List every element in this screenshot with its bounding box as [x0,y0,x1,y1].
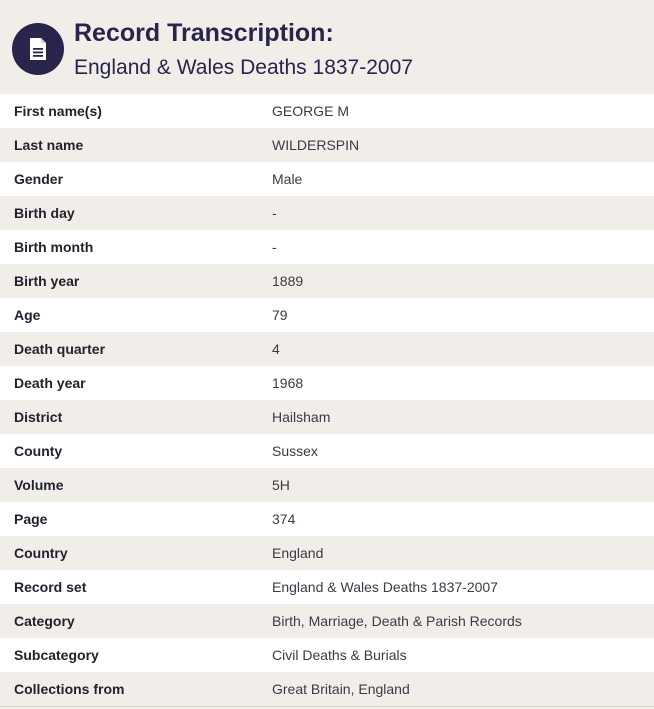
table-row [0,638,654,672]
table-row [0,536,654,570]
table-row [0,230,654,264]
table-row [0,298,654,332]
table-row [0,196,654,230]
table-row [0,366,654,400]
table-row [0,128,654,162]
row-label: Page [14,511,48,527]
row-label: Category [14,613,75,629]
row-label: Subcategory [14,647,99,663]
row-value: Male [272,171,303,187]
row-value: GEORGE M [272,103,350,119]
transcription-table [0,94,654,706]
row-value: - [272,239,277,255]
row-label: Age [14,307,41,323]
row-value: England & Wales Deaths 1837-2007 [272,579,498,595]
row-label: Gender [14,171,64,187]
row-value: 1968 [272,375,304,391]
row-label: Last name [14,137,84,153]
document-badge [12,23,64,75]
row-value: 374 [272,511,296,527]
row-value: Hailsham [272,409,331,425]
row-label: County [14,443,63,459]
table-row [0,332,654,366]
page-title: Record Transcription: [74,19,334,47]
row-label: Birth day [14,205,75,221]
table-row [0,502,654,536]
table-row [0,400,654,434]
row-value: England [272,545,324,561]
document-icon [28,37,48,61]
row-value: WILDERSPIN [272,137,360,153]
table-row [0,264,654,298]
row-label: Collections from [14,681,125,697]
row-value: Great Britain, England [272,681,410,697]
table-row [0,162,654,196]
row-label: Volume [14,477,64,493]
table-row [0,468,654,502]
row-value: 1889 [272,273,304,289]
record-set-subtitle: England & Wales Deaths 1837-2007 [74,56,413,79]
row-label: First name(s) [14,103,102,119]
row-label: Record set [14,579,87,595]
row-label: Country [14,545,68,561]
table-row [0,604,654,638]
row-value: 79 [272,307,288,323]
table-row [0,672,654,706]
row-value: Sussex [272,443,318,459]
row-label: Birth year [14,273,80,289]
table-row [0,434,654,468]
table-bottom-divider [0,706,654,707]
row-label: District [14,409,63,425]
row-value: 5H [272,477,290,493]
row-label: Birth month [14,239,94,255]
row-value: 4 [272,341,280,357]
row-value: Civil Deaths & Burials [272,647,407,663]
record-header [0,0,654,94]
row-label: Death quarter [14,341,106,357]
row-value: - [272,205,277,221]
table-row [0,570,654,604]
row-label: Death year [14,375,86,391]
table-row [0,94,654,128]
row-value: Birth, Marriage, Death & Parish Records [272,613,522,629]
